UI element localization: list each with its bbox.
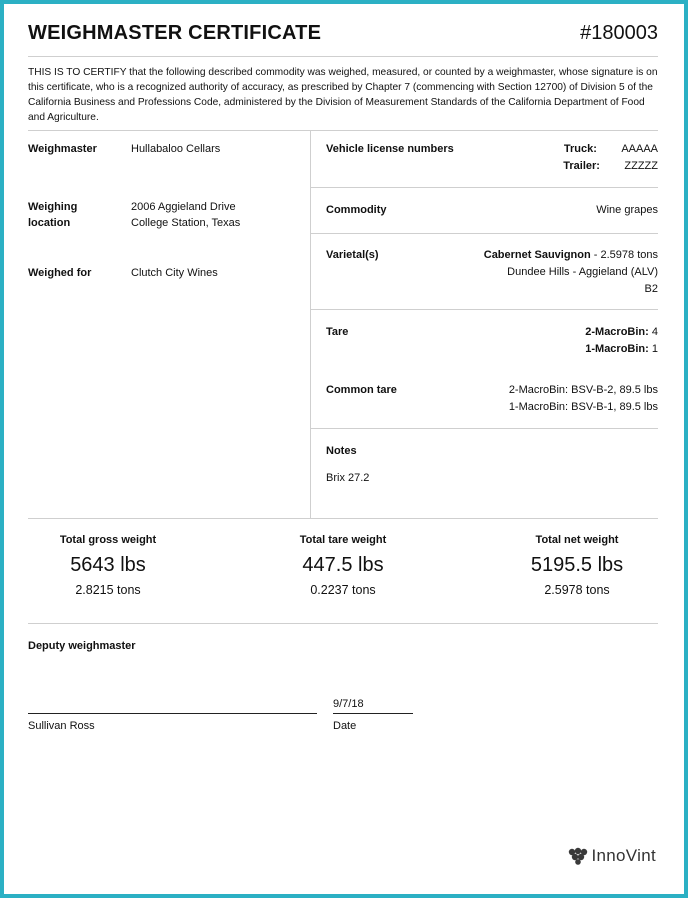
notes-value: Brix 27.2 — [326, 472, 370, 484]
varietals-label: Varietal(s) — [326, 249, 379, 261]
certificate-number: #180003 — [580, 22, 658, 44]
total-gross — [28, 534, 188, 597]
divider — [28, 623, 658, 624]
tare-label: Tare — [326, 326, 349, 338]
vehicle-license-label: Vehicle license numbers — [326, 143, 454, 155]
common-tare-row: 2-MacroBin: BSV-B-2, 89.5 lbs — [508, 384, 658, 396]
total-gross-label: Total gross weight — [59, 534, 157, 546]
total-tare-lbs: 447.5 lbs — [302, 554, 384, 576]
weighing-location-label-line: Weighing — [28, 201, 78, 213]
logo-text: InnoVint — [591, 846, 656, 865]
total-net-tons: 2.5978 tons — [544, 583, 610, 597]
common-tare-label: Common tare — [326, 384, 397, 396]
tare-bin-count: 4 — [648, 326, 658, 338]
common-tare-values — [509, 382, 658, 416]
weighing-location-label — [28, 199, 77, 231]
tare-bin-name: 2-MacroBin: — [585, 326, 649, 338]
total-tare — [263, 534, 423, 597]
weighmaster-value: Hullabaloo Cellars — [131, 143, 221, 155]
varietal-block: B2 — [644, 283, 658, 295]
weighmaster-label: Weighmaster — [28, 143, 97, 155]
total-net-label: Total net weight — [535, 534, 619, 546]
deputy-weighmaster-name: Sullivan Ross — [28, 720, 95, 732]
total-tare-tons: 0.2237 tons — [310, 583, 376, 597]
commodity-label: Commodity — [326, 204, 387, 216]
vehicle-license-values — [563, 141, 658, 175]
tare-row — [585, 324, 658, 341]
divider — [310, 428, 658, 429]
total-gross-tons: 2.8215 tons — [75, 583, 141, 597]
signature-line — [28, 713, 317, 714]
notes-label: Notes — [326, 445, 357, 457]
deputy-weighmaster-label: Deputy weighmaster — [28, 640, 136, 652]
total-tare-label: Total tare weight — [299, 534, 387, 546]
weighing-location-label-line: location — [28, 217, 71, 229]
tare-values — [585, 324, 658, 358]
trailer-row — [563, 158, 658, 175]
trailer-value: ZZZZZ — [624, 160, 658, 172]
date-label: Date — [333, 720, 357, 732]
address-line: College Station, Texas — [131, 217, 241, 229]
innovint-logo — [568, 846, 656, 866]
date-line — [333, 713, 413, 714]
varietals-value — [484, 247, 658, 298]
weighing-location-value — [131, 199, 240, 231]
grape-cluster-icon — [568, 847, 588, 865]
trailer-label: Trailer: — [563, 160, 600, 172]
tare-row — [585, 341, 658, 358]
varietal-vineyard: Dundee Hills - Aggieland (ALV) — [507, 266, 658, 278]
tare-bin-count: 1 — [648, 343, 658, 355]
weighed-for-label: Weighed for — [28, 267, 92, 279]
total-net-lbs: 5195.5 lbs — [530, 554, 624, 576]
total-net — [497, 534, 657, 597]
divider — [28, 130, 658, 131]
truck-row — [563, 141, 658, 158]
weighed-for-value: Clutch City Wines — [131, 267, 218, 279]
divider — [28, 56, 658, 57]
tare-bin-name: 1-MacroBin: — [585, 343, 649, 355]
address-line: 2006 Aggieland Drive — [131, 201, 236, 213]
truck-label: Truck: — [563, 143, 597, 155]
commodity-value: Wine grapes — [596, 204, 658, 216]
divider — [310, 309, 658, 310]
certificate-title: WEIGHMASTER CERTIFICATE — [28, 22, 322, 44]
divider — [310, 187, 658, 188]
varietal-amount: - 2.5978 tons — [590, 249, 658, 261]
date-value: 9/7/18 — [333, 698, 364, 710]
column-divider — [310, 130, 311, 518]
varietal-name: Cabernet Sauvignon — [483, 249, 591, 261]
truck-value: AAAAA — [621, 143, 658, 155]
certification-statement: THIS IS TO CERTIFY that the following described commodity was weighed, measured, or counted by a weighmaster, whose signature is on this certificate, who is a recognized authority of accuracy, as prescribed by Chapter 7 (commencing with Section 12700) of Division 5 of the California Business and Professions Code, administered by the Division of Measurement Standards of the California Department of Food and Agriculture. — [28, 67, 658, 123]
divider — [310, 233, 658, 234]
common-tare-row: 1-MacroBin: BSV-B-1, 89.5 lbs — [508, 401, 658, 413]
total-gross-lbs: 5643 lbs — [70, 554, 146, 576]
divider — [28, 518, 658, 519]
varietal-row — [484, 247, 658, 264]
